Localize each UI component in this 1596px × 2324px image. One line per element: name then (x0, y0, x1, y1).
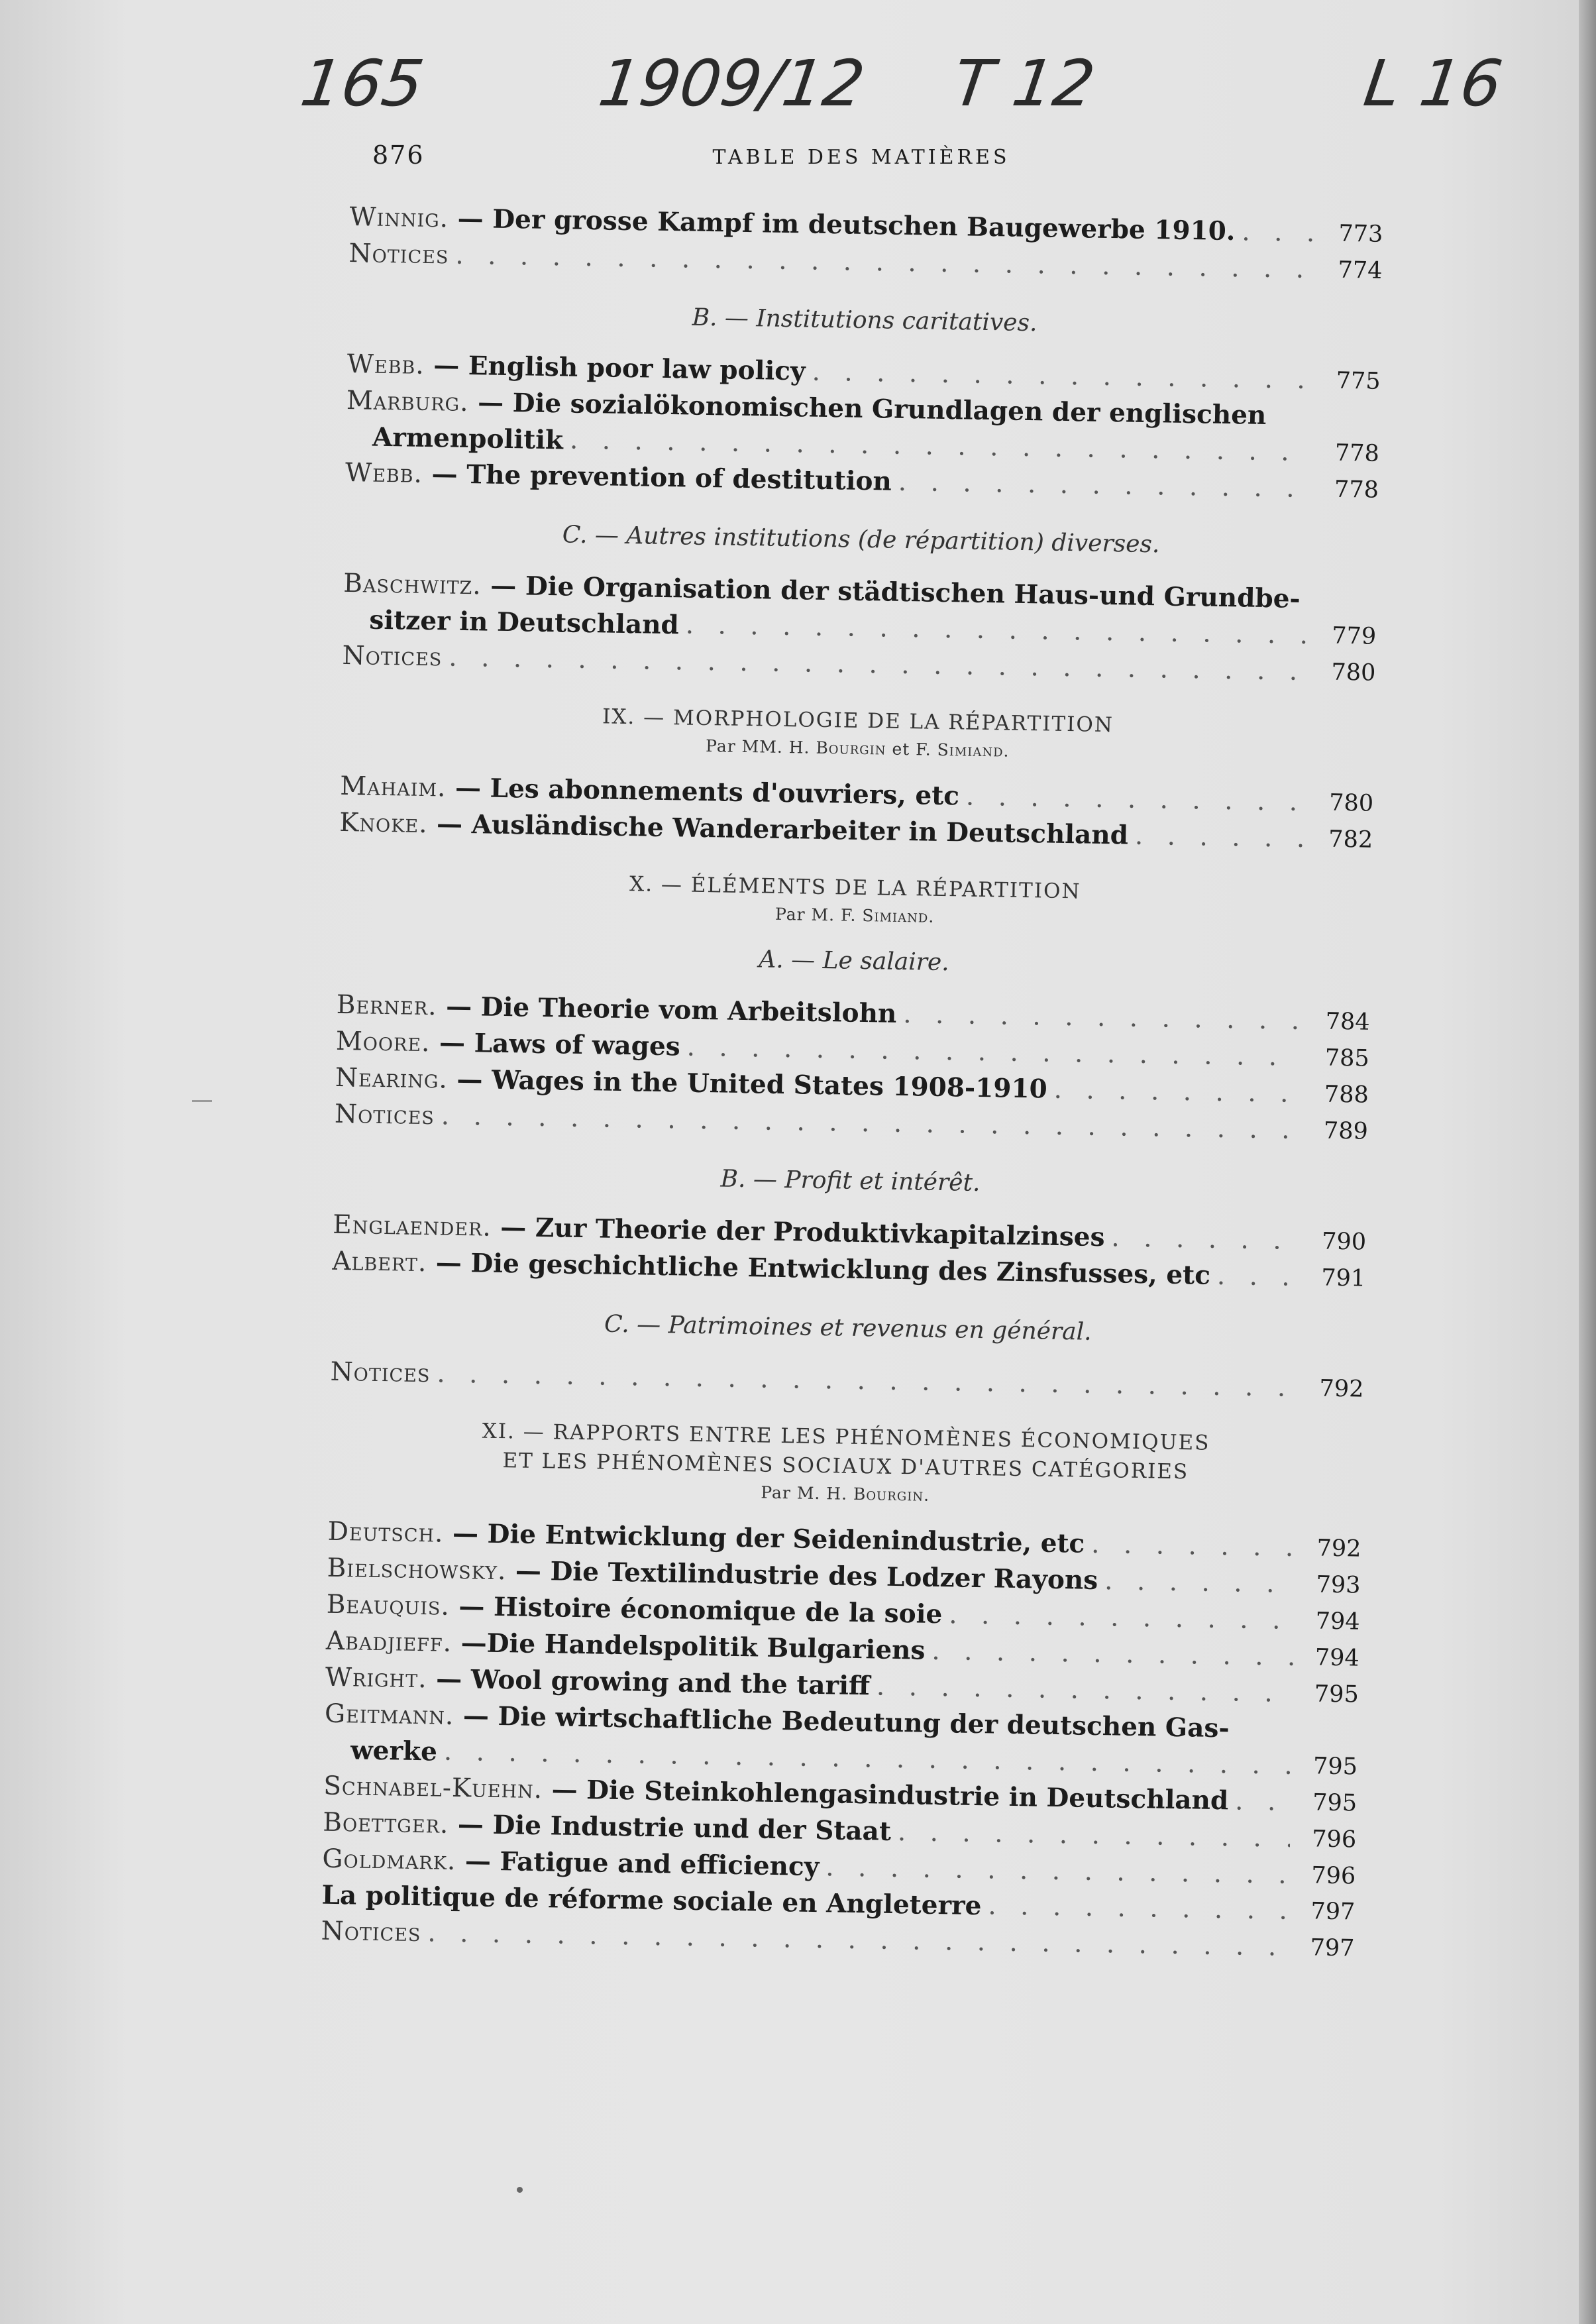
entry-author: Notices (348, 238, 449, 270)
entry-title: — Der grosse Kampf im deutschen Baugewerbe 1910. (448, 203, 1236, 247)
entry-page: 795 (1312, 1789, 1357, 1817)
handwritten-mark-1: 165 (296, 46, 429, 121)
entry-title: — Ausländische Wanderarbeiter in Deutschland (427, 808, 1129, 851)
entry-author: Wright. (325, 1662, 427, 1694)
entry-text (321, 1913, 421, 1951)
section-xi-title-line2: ET LES PHÉNOMÈNES SOCIAUX D'AUTRES CATÉGORIES (502, 1449, 1189, 1484)
entry-author: Albert. (332, 1246, 427, 1278)
section-ix-par-mid: et F. (886, 739, 937, 759)
entry-page: 780 (1328, 789, 1374, 817)
entry-page: 794 (1315, 1608, 1360, 1635)
entry-text (335, 1096, 435, 1134)
section-ix-title: IX. — MORPHOLOGIE DE LA RÉPARTITION (602, 704, 1114, 738)
section-ix-entries (339, 768, 1374, 858)
entry-page: 782 (1328, 826, 1373, 854)
entry-title: La politique de réforme sociale en Angleterre (321, 1879, 982, 1922)
entry-author: Notices (330, 1356, 431, 1389)
entry-author: Moore. (335, 1026, 431, 1058)
section-b-entries (345, 346, 1381, 508)
entry-text (348, 235, 449, 273)
dot-leader (1053, 1072, 1303, 1112)
section-x-b-entries (332, 1207, 1367, 1297)
entry-text (342, 637, 443, 675)
section-ix-par-name2: Simiand. (937, 740, 1010, 761)
dot-leader (1135, 818, 1307, 857)
entry-author: Webb. (345, 457, 423, 489)
entry-title-cont: werke (350, 1735, 438, 1767)
entry-title: — Histoire économique de la soie (449, 1590, 943, 1630)
dot-leader (1111, 1220, 1301, 1259)
dot-leader (931, 1633, 1293, 1675)
entry-page: 794 (1314, 1644, 1360, 1672)
entry-page: 789 (1323, 1117, 1369, 1145)
entry-page: 774 (1338, 256, 1383, 284)
entry-author: Webb. (346, 349, 425, 380)
entry-author: Winnig. (349, 201, 449, 234)
entry-author: Deutsch. (327, 1516, 444, 1549)
dot-leader (988, 1888, 1289, 1929)
entry-title: — Zur Theorie der Produktivkapitalzinses (491, 1211, 1105, 1253)
entry-author: Bielschowsky. (327, 1553, 507, 1586)
entry-text (335, 1023, 680, 1066)
section-x-a-entries (335, 987, 1370, 1150)
entry-page: 795 (1314, 1681, 1359, 1708)
section-c-title: C. — Autres institutions (de répartition) diverses. (562, 521, 1160, 559)
section-xi-par-prefix: Par M. H. (761, 1482, 854, 1504)
section-xi-par-name: Bourgin. (853, 1484, 930, 1505)
dot-leader (1104, 1563, 1295, 1602)
entry-author: Baschwitz. (343, 568, 482, 601)
entry-page: 780 (1331, 659, 1376, 687)
entry-author: Geitmann. (324, 1698, 454, 1731)
handwritten-mark-2: 1909/12 (594, 46, 869, 121)
entry-title: — Les abonnements d'ouvriers, etc (446, 772, 960, 812)
entry-title: — Die Organisation der städtischen Haus-und Grundbe- (481, 570, 1301, 614)
entry-page: 778 (1334, 439, 1380, 467)
entry-title-cont: Armenpolitik (372, 421, 564, 456)
entry-author: Knoke. (339, 807, 428, 840)
entry-title: — The prevention of destitution (422, 458, 892, 497)
page-edge-shadow (1579, 0, 1596, 2324)
running-title: TABLE DES MATIÈRES (712, 146, 1010, 169)
dot-leader (1091, 1527, 1295, 1566)
section-x-par-name: Simiand. (862, 905, 935, 926)
toc-entry (330, 1354, 1364, 1408)
dot-leader (1216, 1258, 1299, 1296)
entry-author: Goldmark. (322, 1844, 456, 1877)
intro-entries (348, 199, 1383, 289)
entry-author: Abadjieff. (325, 1626, 452, 1658)
dot-leader (966, 779, 1308, 821)
handwritten-mark-3: T 12 (949, 46, 1100, 121)
speck (517, 2187, 523, 2193)
entry-title: — Die Entwicklung der Seidenindustrie, etc (443, 1518, 1085, 1559)
section-x-b-title: B. — Profit et intérêt. (720, 1165, 981, 1197)
entry-page: 797 (1310, 1898, 1356, 1926)
entry-page: 779 (1332, 622, 1377, 650)
entry-title: — Fatigue and efficiency (455, 1846, 820, 1883)
entry-title: — Laws of wages (430, 1027, 681, 1062)
dot-leader (903, 997, 1304, 1039)
entry-author: Notices (342, 640, 443, 673)
entry-page: 793 (1316, 1571, 1361, 1599)
handwritten-mark-4: L 16 (1359, 46, 1507, 121)
entry-title-cont: sitzer in Deutschland (369, 604, 680, 641)
entry-page: 796 (1312, 1826, 1357, 1854)
margin-mark (192, 1100, 212, 1102)
section-x-a-title: A. — Le salaire. (759, 946, 950, 977)
entry-page: 796 (1311, 1862, 1356, 1890)
section-xi-title-line1: XI. — RAPPORTS ENTRE LES PHÉNOMÈNES ÉCONOMIQUES (482, 1419, 1210, 1455)
entry-title: — Die Steinkohlengasindustrie in Deutschland (542, 1774, 1229, 1816)
entry-title: — Die geschichtliche Entwicklung des Zinsfusses, etc (426, 1247, 1211, 1291)
entry-author: Schnabel-Kuehn. (323, 1771, 543, 1805)
section-ix-par-prefix: Par MM. H. (705, 736, 816, 757)
page-number: 876 (372, 140, 425, 170)
section-xi-entries (321, 1514, 1361, 1967)
dot-leader (949, 1597, 1294, 1639)
entry-page: 778 (1334, 476, 1379, 504)
dot-leader (1242, 214, 1317, 251)
entry-title: — Die Theorie vom Arbeitslohn (437, 991, 897, 1029)
dot-leader (897, 1814, 1290, 1857)
entry-author: Mahaim. (339, 771, 447, 803)
entry-author: Marburg. (346, 385, 469, 418)
entry-author: Boettger. (322, 1807, 449, 1840)
dot-leader (437, 1356, 1298, 1406)
dot-leader (1235, 1783, 1291, 1820)
entry-page: 797 (1310, 1934, 1355, 1962)
entry-page: 790 (1321, 1228, 1367, 1256)
entry-author: Notices (321, 1916, 421, 1948)
entry-page: 788 (1324, 1081, 1369, 1109)
entry-page: 795 (1312, 1753, 1358, 1781)
section-x-title: X. — ÉLÉMENTS DE LA RÉPARTITION (629, 872, 1081, 904)
section-c-entries (342, 565, 1377, 691)
entry-author: Beauquis. (326, 1589, 451, 1622)
section-x-par-prefix: Par M. F. (774, 904, 863, 925)
entry-author: Berner. (336, 989, 437, 1022)
entry-page: 773 (1338, 220, 1383, 248)
entry-author: Englaender. (332, 1209, 492, 1243)
section-x-c-entries (330, 1354, 1364, 1408)
entry-page: 792 (1316, 1535, 1361, 1563)
entry-page: 792 (1319, 1375, 1364, 1403)
entry-title: — Die sozialökonomischen Grundlagen der englischen (468, 387, 1267, 431)
entry-title: — Die wirtschaftliche Bedeutung der deutschen Gas- (454, 1700, 1230, 1744)
section-b-title: B. — Institutions caritatives. (692, 304, 1037, 337)
entry-page: 775 (1336, 367, 1381, 395)
entry-page: 791 (1321, 1264, 1366, 1292)
toc-content (321, 199, 1383, 1967)
entry-text (330, 1354, 431, 1392)
entry-author: Nearing. (335, 1062, 449, 1095)
entry-title: — English poor law policy (424, 349, 806, 387)
entry-page: 785 (1324, 1044, 1370, 1072)
entry-title: — Wages in the United States 1908-1910 (447, 1064, 1048, 1105)
section-x-c-title: C. — Patrimoines et revenus en général. (604, 1310, 1092, 1346)
entry-title: — Wool growing and the tariff (427, 1663, 871, 1702)
entry-title: — Die Industrie und der Staat (449, 1808, 892, 1847)
entry-author: Notices (334, 1099, 435, 1131)
entry-title: — Die Textilindustrie des Lodzer Rayons (506, 1555, 1098, 1596)
entry-title: —Die Handelspolitik Bulgariens (451, 1627, 926, 1666)
dot-leader (898, 465, 1312, 507)
entry-page: 784 (1325, 1008, 1370, 1036)
section-ix-par-name1: Bourgin (816, 738, 886, 759)
